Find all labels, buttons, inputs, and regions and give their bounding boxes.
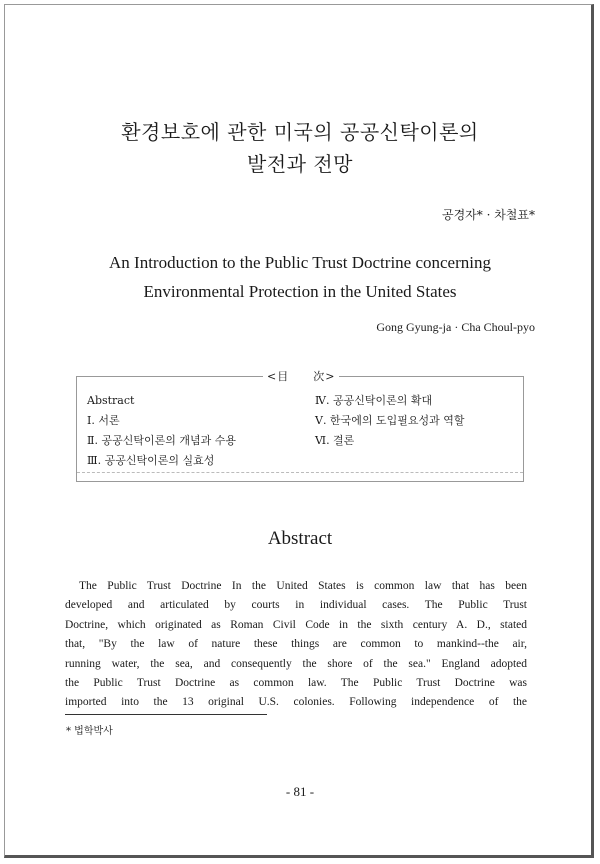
abstract-line: running water, the sea, and consequently the shore of the sea." England adopted: [65, 657, 527, 670]
abstract-line: that, "By the law of nature these things are common to mankind--the air,: [65, 638, 527, 651]
korean-title: [0, 116, 600, 180]
abstract-line: the Public Trust Doctrine as common law. The Public Trust Doctrine was: [65, 677, 527, 690]
toc-item: Ⅰ. 서론: [87, 414, 120, 427]
english-authors: Gong Gyung-ja · Cha Choul-pyo: [376, 320, 535, 334]
toc-header: <目 次>: [263, 368, 339, 384]
page-number: - 81 -: [285, 784, 315, 799]
footnote-rule: [65, 714, 267, 715]
abstract-line: imported into the 13 original U.S. colonies. Following independence of the: [65, 696, 527, 709]
toc-right-column: [315, 391, 464, 451]
english-title-line-2: Environmental Protection in the United States: [143, 282, 457, 301]
english-title-line-1: An Introduction to the Public Trust Doctrine concerning: [109, 253, 491, 272]
abstract-line: developed and articulated by courts in individual cases. The Public Trust: [65, 599, 527, 612]
abstract-heading: Abstract: [267, 528, 333, 549]
table-of-contents: [76, 370, 524, 482]
toc-item: Ⅳ. 공공신탁이론의 확대: [315, 394, 433, 407]
toc-item: Ⅴ. 한국에의 도입필요성과 역할: [315, 414, 465, 427]
english-title: [0, 248, 600, 306]
korean-title-line-2: 발전과 전망: [247, 152, 353, 176]
footnote: * 법학박사: [66, 726, 113, 737]
toc-divider: [77, 472, 523, 473]
abstract-body: [65, 577, 527, 713]
korean-authors: 공경자* · 차철표*: [442, 208, 535, 222]
abstract-line: Doctrine, which originated as Roman Civil Code in the sixth century A. D., stated: [65, 618, 527, 631]
korean-title-line-1: 환경보호에 관한 미국의 공공신탁이론의: [121, 120, 479, 144]
toc-item: Ⅵ. 결론: [315, 434, 355, 447]
abstract-line: The Public Trust Doctrine In the United States is common law that has been: [79, 580, 527, 592]
toc-left-column: [87, 391, 236, 471]
toc-item: Ⅱ. 공공신탁이론의 개념과 수용: [87, 434, 236, 447]
toc-item: Abstract: [87, 394, 135, 407]
toc-item: Ⅲ. 공공신탁이론의 실효성: [87, 454, 215, 467]
